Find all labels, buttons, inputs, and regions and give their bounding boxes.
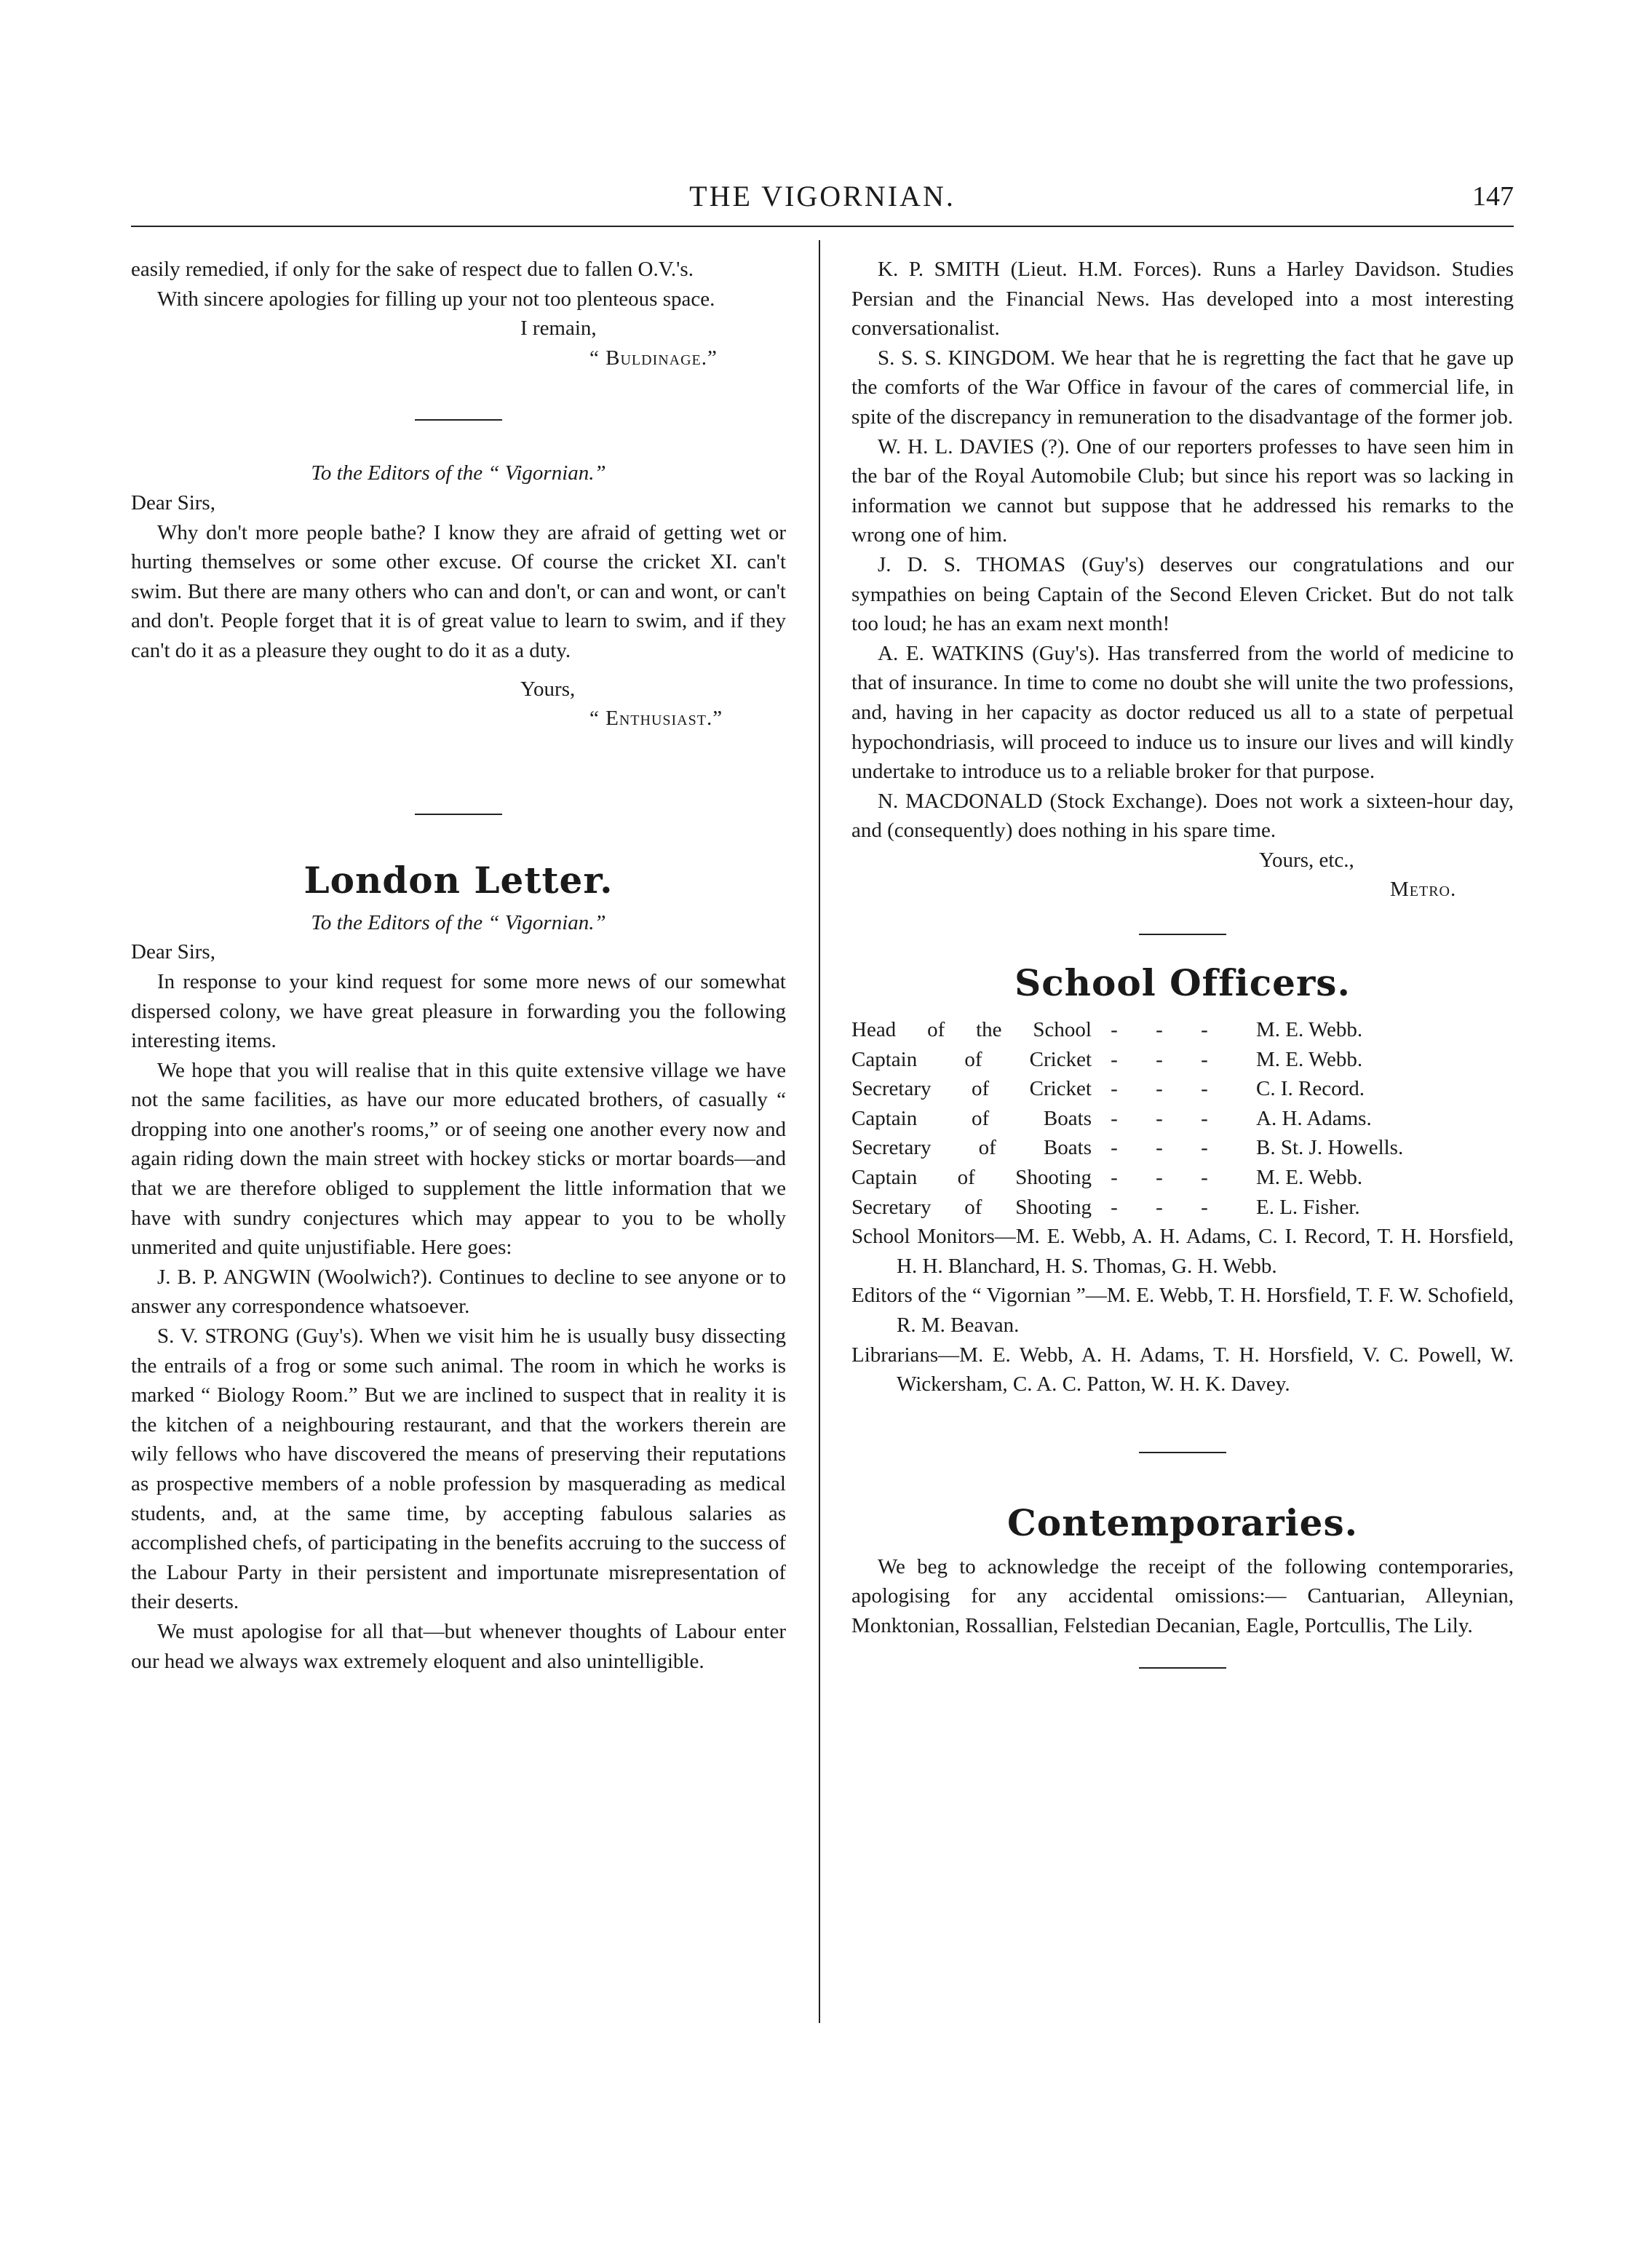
- dash: -: [1111, 1136, 1118, 1160]
- london-letter-paragraph: S. V. STRONG (Guy's). When we visit him he is usually busy dissecting the entrails of a frog or some such animal. The room in which he works is marked “ Biology Room.” But we are inclined to suspect that in reality it is the kitchen of a neighbouring restaurant, and that the workers therein are wily fellows who have discovered the means of preserving their reputations as prospective members of a noble profession by masquerading as medical students, and, at the same time, by accepting fabulous salaries as accomplished chefs, of participating in the benefits accruing to the success of the Labour Party in their persistent and importunate misrepresentation of their deserts.: [131, 1324, 786, 1614]
- left-column: [131, 255, 786, 1676]
- enthusiast-closing: Yours,: [520, 677, 576, 701]
- officer-row: [851, 1015, 1514, 1045]
- dash: -: [1156, 1195, 1163, 1219]
- london-letter-item: A. E. WATKINS (Guy's). Has transferred from the world of medicine to that of insurance. In time to come no doubt she will unite the two professions, and, having in her capacity as doctor reduced us all to a state of perpetual hypochondriasis, will proceed to induce us to insure our lives and will kindly undertake to introduce us to a reliable broker for that purpose.: [851, 641, 1514, 784]
- officer-role: Captain of Cricket: [851, 1047, 1092, 1071]
- officer-row: [851, 1193, 1514, 1223]
- librarians: Librarians—M. E. Webb, A. H. Adams, T. H. Horsfield, V. C. Powell, W. Wickersham, C. A. C. Patton, W. H. K. Davey.: [851, 1343, 1514, 1396]
- officer-role: Captain of Boats: [851, 1106, 1092, 1130]
- vigornian-editors: Editors of the “ Vigornian ”—M. E. Webb, T. H. Horsfield, T. F. W. Schofield, R. M. Beavan.: [851, 1284, 1514, 1337]
- officer-row: [851, 1133, 1514, 1163]
- letter-continuation: easily remedied, if only for the sake of respect due to fallen O.V.'s.: [131, 258, 694, 281]
- london-letter-item: W. H. L. DAVIES (?). One of our reporters professes to have seen him in the bar of the Royal Automobile Club; but since his report was so lacking in information we cannot but suppose that he addressed his remarks to the wrong one of him.: [851, 434, 1514, 547]
- running-title: THE VIGORNIAN.: [689, 180, 956, 212]
- enthusiast-address: To the Editors of the “ Vigornian.”: [311, 461, 606, 485]
- page-header: [131, 175, 1514, 220]
- london-letter-paragraph: We hope that you will realise that in this quite extensive village we have not the same facilities, as have our more educated brothers, of casually “ dropping into one another's rooms,” or of seeing one another every now and again riding down the main street with hockey sticks or mortar boards—and that we are therefore obliged to supplement the little information that we have with sundry conjectures which may appear to you to be wholly unmerited and quite unjustifiable. Here goes:: [131, 1058, 786, 1260]
- officer-row: [851, 1104, 1514, 1134]
- dash: -: [1156, 1077, 1163, 1101]
- dash: -: [1201, 1047, 1208, 1071]
- dash: -: [1201, 1018, 1208, 1042]
- dash: -: [1156, 1166, 1163, 1190]
- dash: -: [1111, 1077, 1118, 1101]
- london-letter-paragraph: J. B. P. ANGWIN (Woolwich?). Continues to decline to see anyone or to answer any correspondence whatsoever.: [131, 1265, 786, 1319]
- dash: -: [1111, 1106, 1118, 1130]
- school-monitors: School Monitors—M. E. Webb, A. H. Adams, C. I. Record, T. H. Horsfield, H. H. Blanchard, H. S. Thomas, G. H. Webb.: [851, 1225, 1514, 1278]
- dash: -: [1156, 1106, 1163, 1130]
- london-letter-signature: Metro.: [1390, 878, 1457, 902]
- dash: -: [1111, 1047, 1118, 1071]
- officer-role: Head of the School: [851, 1018, 1092, 1042]
- officer-name: M. E. Webb.: [1256, 1018, 1363, 1042]
- officer-name: C. I. Record.: [1256, 1077, 1365, 1101]
- officer-role: Secretary of Shooting: [851, 1195, 1092, 1219]
- enthusiast-salutation: Dear Sirs,: [131, 490, 215, 514]
- london-letter-item: J. D. S. THOMAS (Guy's) deserves our congratulations and our sympathies on being Captain of the Second Eleven Cricket. But do not talk too loud; he has an exam next month!: [851, 552, 1514, 636]
- dash: -: [1156, 1018, 1163, 1042]
- officer-role: Captain of Shooting: [851, 1166, 1092, 1190]
- london-letter-address: To the Editors of the “ Vigornian.”: [311, 910, 606, 934]
- officer-name: E. L. Fisher.: [1256, 1195, 1360, 1219]
- officer-name: A. H. Adams.: [1256, 1106, 1372, 1130]
- dash: -: [1201, 1106, 1208, 1130]
- officer-row: [851, 1163, 1514, 1193]
- london-letter-item: S. S. S. KINGDOM. We hear that he is regretting the fact that he gave up the comforts of the War Office in favour of the cares of commercial life, in spite of the discrepancy in remuneration to the disadvantage of the former job.: [851, 346, 1514, 429]
- letter-signature: “ Buldinage.”: [589, 346, 718, 370]
- dash: -: [1156, 1136, 1163, 1160]
- dash: -: [1201, 1136, 1208, 1160]
- london-letter-paragraph: In response to your kind request for some more news of our somewhat dispersed colony, we have great pleasure in forwarding you the following interesting items.: [131, 969, 786, 1053]
- letter-closing: I remain,: [520, 317, 597, 341]
- column-rule: [819, 240, 820, 2023]
- london-letter-heading: London Letter.: [303, 858, 613, 902]
- dash: -: [1201, 1166, 1208, 1190]
- officer-row: [851, 1045, 1514, 1075]
- section-divider: [1139, 1667, 1226, 1669]
- letter-apology: With sincere apologies for filling up your not too plenteous space.: [157, 287, 715, 311]
- officer-name: M. E. Webb.: [1256, 1166, 1363, 1190]
- dash: -: [1201, 1195, 1208, 1219]
- london-letter-item: K. P. SMITH (Lieut. H.M. Forces). Runs a Harley Davidson. Studies Persian and the Financial News. Has developed into a most interesting conversationalist.: [851, 258, 1514, 341]
- officer-name: M. E. Webb.: [1256, 1047, 1363, 1071]
- london-letter-closing: Yours, etc.,: [1259, 848, 1354, 872]
- dash: -: [1201, 1077, 1208, 1101]
- officer-role: Secretary of Cricket: [851, 1077, 1092, 1101]
- contemporaries-body: We beg to acknowledge the receipt of the following contemporaries, apologising for any accidental omissions:— Cantuarian, Alleynian, Monktonian, Rossallian, Felstedian Decanian, Eagle, Portcullis, The Lily.: [851, 1554, 1514, 1637]
- officer-row: [851, 1074, 1514, 1104]
- school-officers-heading: School Officers.: [1014, 961, 1351, 1005]
- header-rule: [131, 226, 1514, 227]
- right-column: [851, 255, 1514, 1669]
- enthusiast-body: Why don't more people bathe? I know they are afraid of getting wet or hurting themselves or some other excuse. Of course the cricket XI. can't swim. But there are many others who can and don't, or can and wont, or can't and don't. People forget that it is of great value to learn to swim, and if they can't do it as a pleasure they ought to do it as a duty.: [131, 520, 786, 662]
- london-letter-salutation: Dear Sirs,: [131, 940, 215, 964]
- officer-role: Secretary of Boats: [851, 1136, 1092, 1160]
- contemporaries-heading: Contemporaries.: [1006, 1501, 1359, 1544]
- enthusiast-signature: “ Enthusiast.”: [589, 707, 723, 731]
- london-letter-paragraph: We must apologise for all that—but whenever thoughts of Labour enter our head we always wax extremely eloquent and also unintelligible.: [131, 1619, 786, 1673]
- dash: -: [1111, 1166, 1118, 1190]
- london-letter-item: N. MACDONALD (Stock Exchange). Does not work a sixteen-hour day, and (consequently) does nothing in his spare time.: [851, 789, 1514, 843]
- page-number: 147: [1472, 181, 1514, 212]
- officer-name: B. St. J. Howells.: [1256, 1136, 1404, 1160]
- dash: -: [1111, 1018, 1118, 1042]
- dash: -: [1156, 1047, 1163, 1071]
- dash: -: [1111, 1195, 1118, 1219]
